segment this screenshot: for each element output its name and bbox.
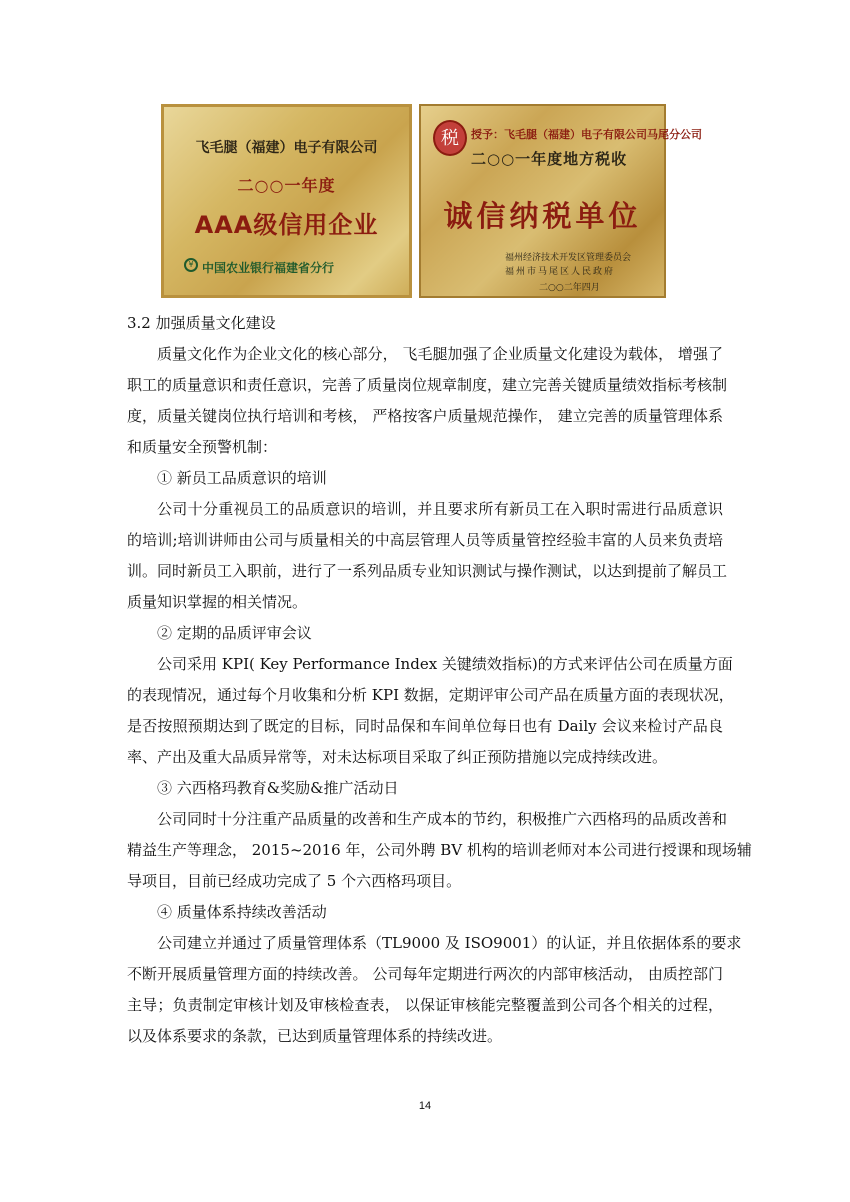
paragraph-line: 训。同时新员工入职前，进行了一系列品质专业知识测试与操作测试，以达到提前了解员工 — [127, 562, 728, 580]
paragraph-line: 主导；负责制定审核计划及审核检查表， 以保证审核能完整覆盖到公司各个相关的过程， — [127, 996, 723, 1014]
item-heading: ② 定期的品质评审会议 — [157, 624, 312, 642]
paragraph-line: 精益生产等理念， 2015~2016 年，公司外聘 BV 机构的培训老师对本公司进行授课和现场辅 — [127, 841, 752, 859]
plaque-issuer: 中国农业银行福建省分行 — [202, 261, 335, 275]
page-number: 14 — [418, 1100, 432, 1112]
tax-plaque-image — [419, 104, 702, 298]
plaque-award-title: AAA级信用企业 — [194, 211, 379, 239]
tax-emblem-icon: 税 — [433, 120, 467, 156]
paragraph-line: 和质量安全预警机制： — [127, 438, 278, 456]
paragraph-line: 不断开展质量管理方面的持续改善。 公司每年定期进行两次的内部审核活动， 由质控部门 — [127, 965, 723, 983]
paragraph-line: 公司同时十分注重产品质量的改善和生产成本的节约，积极推广六西格玛的品质改善和 — [157, 810, 728, 828]
paragraph-line: 公司十分重视员工的品质意识的培训，并且要求所有新员工在入职时需进行品质意识 — [157, 500, 723, 518]
paragraph-line: 以及体系要求的条款，已达到质量管理体系的持续改进。 — [127, 1027, 503, 1045]
credit-plaque-image — [161, 104, 412, 298]
item-heading: ③ 六西格玛教育&奖励&推广活动日 — [157, 779, 399, 797]
paragraph-line: 公司采用 KPI( Key Performance Index 关键绩效指标)的方式来评估公司在质量方面 — [157, 655, 733, 673]
paragraph-line: 度，质量关键岗位执行培训和考核， 严格按客户质量规范操作， 建立完善的质量管理体系 — [127, 407, 723, 425]
item-heading: ① 新员工品质意识的培训 — [157, 469, 327, 487]
paragraph-line: 公司建立并通过了质量管理体系（TL9000 及 ISO9001）的认证，并且依据体系的要求 — [157, 934, 742, 952]
plaque-date: 二○○二年四月 — [539, 283, 600, 293]
section-heading: 3.2 加强质量文化建设 — [127, 314, 276, 332]
plaque-award-title: 诚信纳税单位 — [443, 199, 642, 233]
paragraph-line: 是否按照预期达到了既定的目标，同时品保和车间单位每日也有 Daily 会议来检讨产品良 — [127, 717, 723, 735]
plaque-company-name: 飞毛腿（福建）电子有限公司 — [195, 140, 378, 156]
item-heading: ④ 质量体系持续改善活动 — [157, 903, 327, 921]
paragraph-line: 质量知识掌握的相关情况。 — [127, 593, 308, 611]
plaque-grantee: 授予：飞毛腿（福建）电子有限公司马尾分公司 — [471, 128, 702, 141]
bank-logo-icon: ¥ — [184, 258, 198, 272]
paragraph-line: 的培训;培训讲师由公司与质量相关的中高层管理人员等质量管控经验丰富的人员来负责培 — [127, 531, 723, 549]
paragraph-line: 质量文化作为企业文化的核心部分， 飞毛腿加强了企业质量文化建设为载体， 增强了 — [157, 345, 723, 363]
plaque-year: 二○○一年度 — [237, 176, 336, 195]
paragraph-line: 职工的质量意识和责任意识，完善了质量岗位规章制度，建立完善关键质量绩效指标考核制 — [127, 376, 728, 394]
plaque-issuer-line-1: 福州经济技术开发区管理委员会 — [505, 253, 632, 263]
plaque-year: 二○○一年度地方税收 — [471, 150, 628, 168]
section-body — [127, 308, 752, 1052]
paragraph-line: 导项目，目前已经成功完成了 5 个六西格玛项目。 — [127, 872, 462, 890]
paragraph-line: 的表现情况，通过每个月收集和分析 KPI 数据，定期评审公司产品在质量方面的表现状况， — [127, 686, 734, 704]
plaque-issuer-line-2: 福州市马尾区人民政府 — [505, 267, 616, 277]
paragraph-line: 率、产出及重大品质异常等，对未达标项目采取了纠正预防措施以完成持续改进。 — [127, 748, 668, 766]
